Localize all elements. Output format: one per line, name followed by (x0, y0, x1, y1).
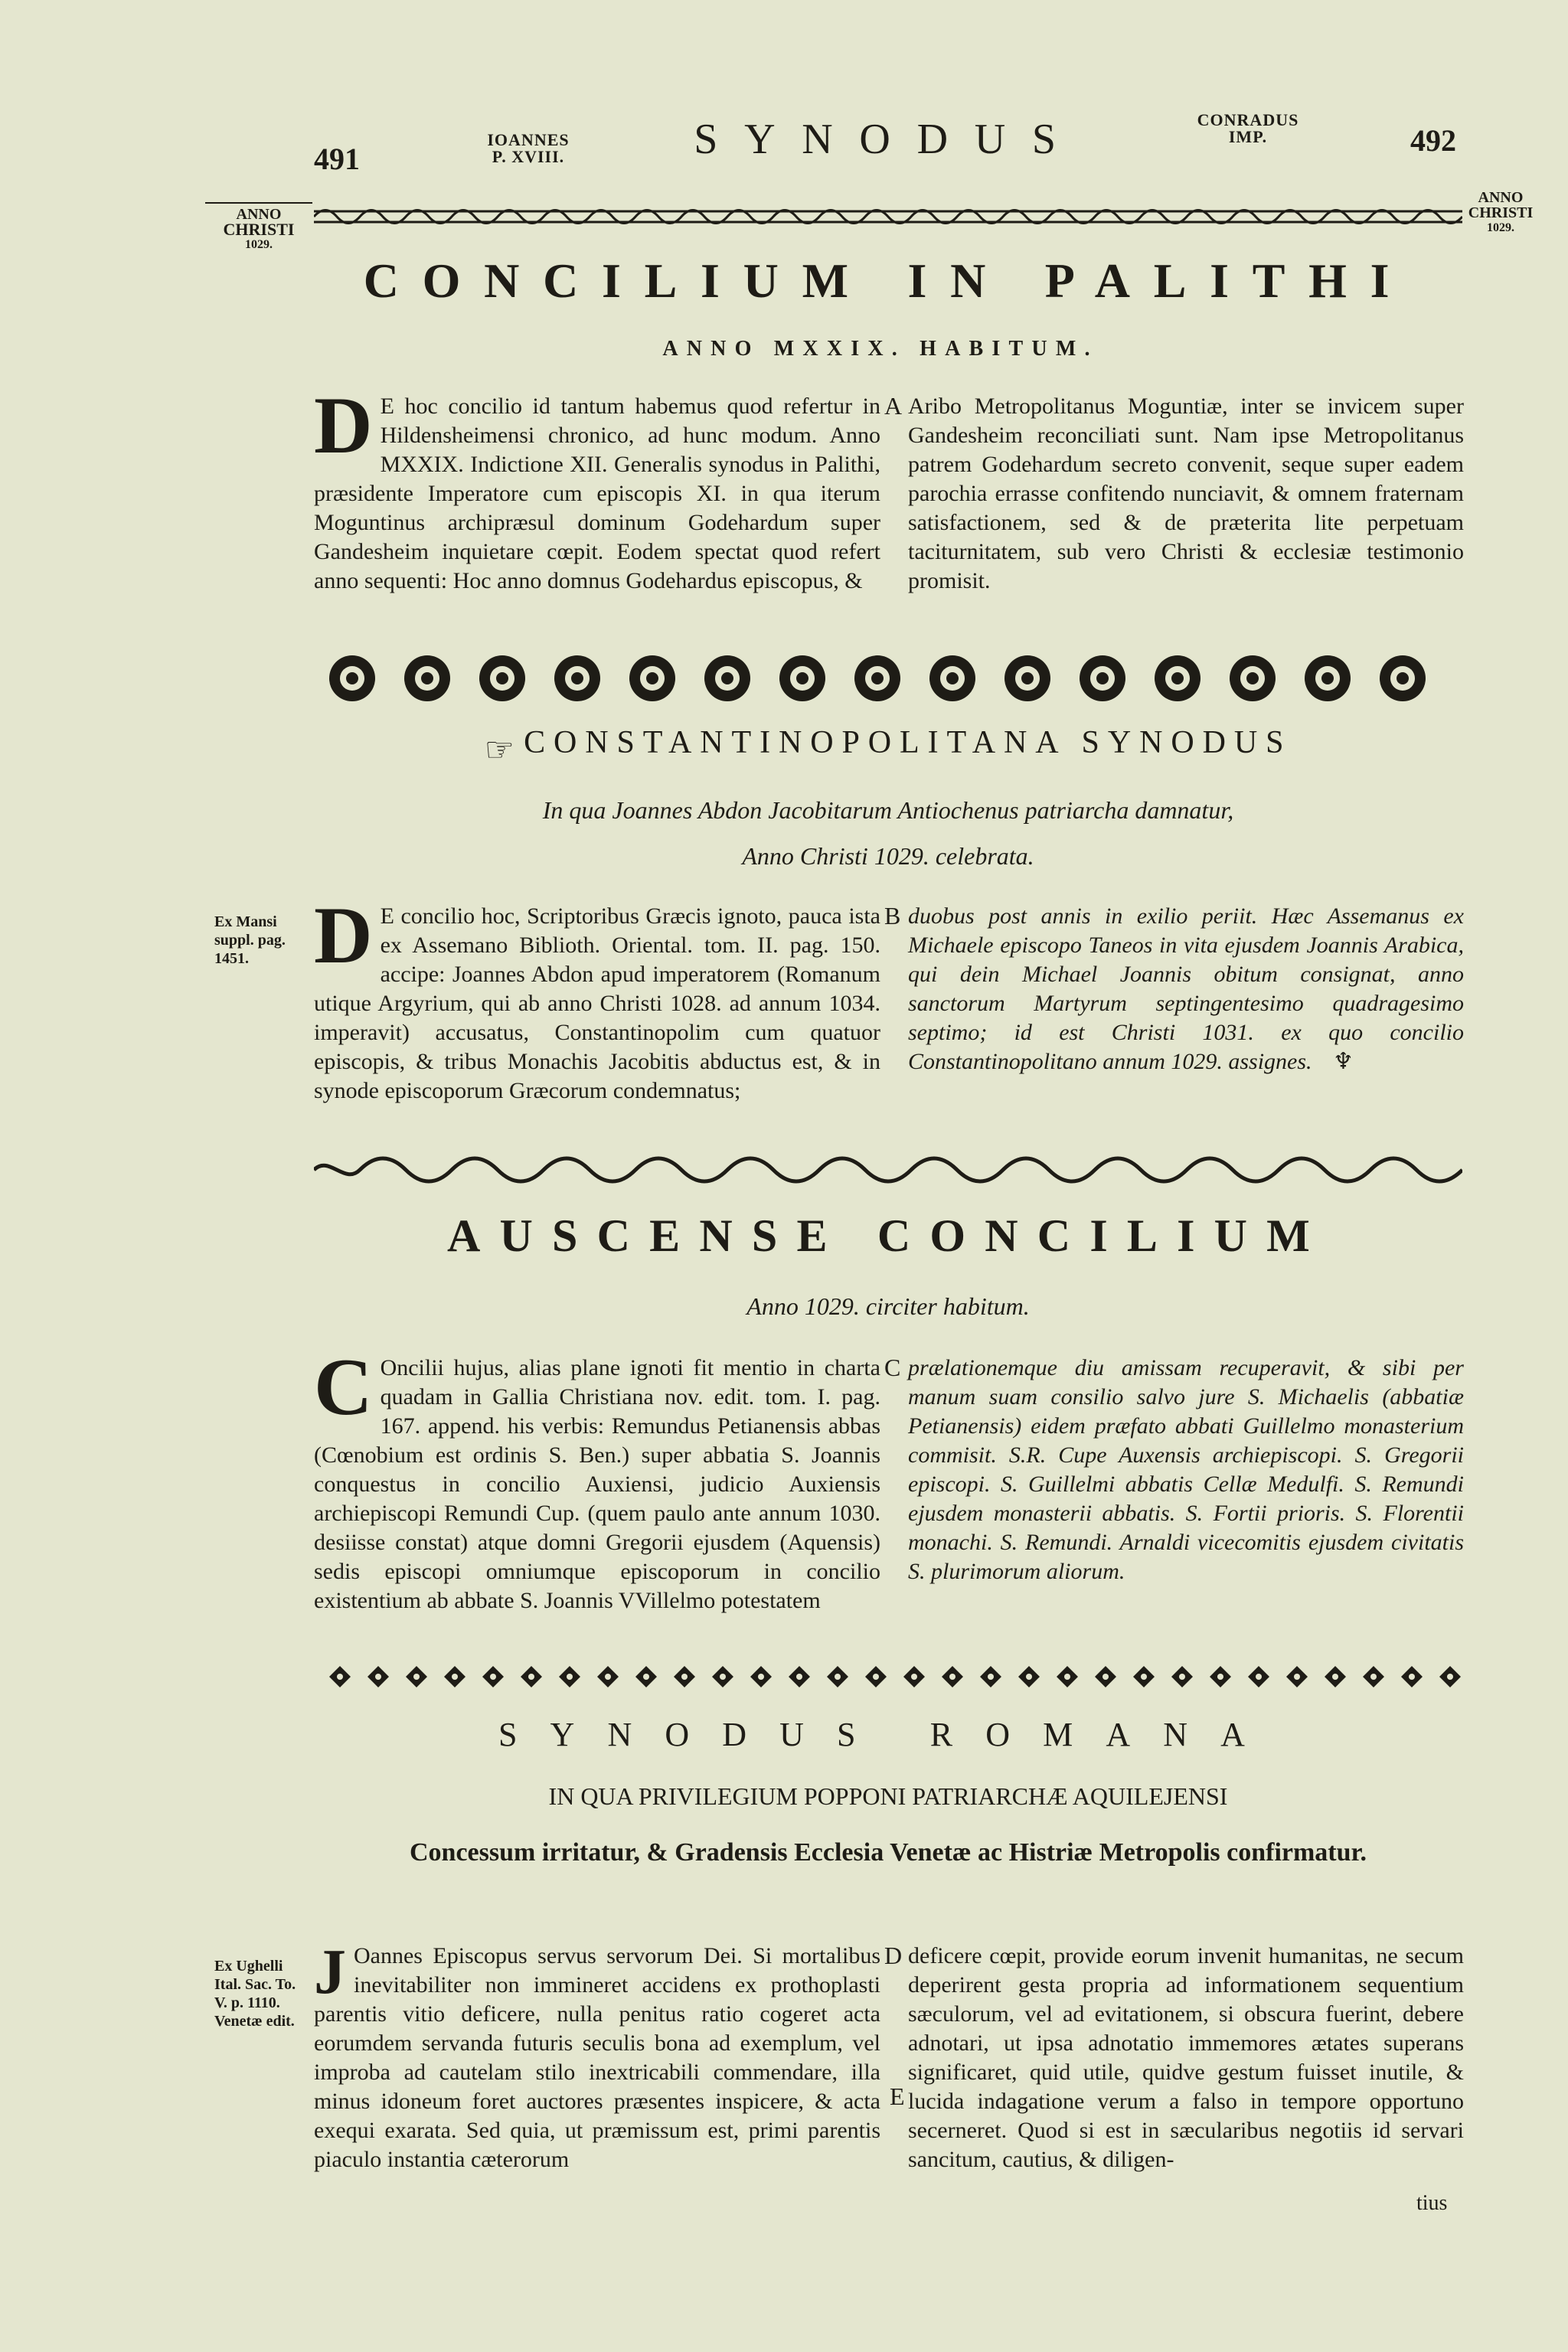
section2-col-right-text: duobus post annis in exilio periit. Hæc Assemanus ex Michaele episcopo Taneos in vita ejusdem Joannis Arabica, qui dein Michael Joannis obitum consignat, anno sanctorum Martyrum septingentesimo quadragesimo septimo; id est Christi 1031. ex quo concilio Constantinopolitano annum 1029. assignes. (908, 903, 1464, 1074)
section4-note-line3: V. p. 1110. (214, 1994, 280, 2011)
anno-left-line2: CHRISTI (223, 220, 295, 239)
running-head-left-line2: P. XVIII. (492, 147, 565, 166)
running-head-right (1179, 112, 1317, 145)
section1-col-left-text: E hoc concilio id tantum habemus quod refertur in Hildensheimensi chronico, ad hunc modum. Anno MXXIX. Indictione XII. Generalis synodus in Palithi, præsidente Imperatore cum episcopis XI. in qua iterum Moguntinus archipræsul dominum Godehardum super Gandesheim inquietare cœpit. Eodem spectat quod refert anno sequenti: Hoc anno domnus Godehardus episcopus, & (314, 394, 880, 593)
section1-marker: A (884, 392, 903, 420)
section4-marker-e: E (890, 2082, 905, 2110)
section2-col-left (314, 890, 880, 1106)
section4-marker-d: D (884, 1942, 903, 1969)
section3-marker: C (884, 1354, 901, 1381)
section3-col-left-text: Oncilii hujus, alias plane ignoti fit mentio in charta quadam in Gallia Christiana nov. edit. tom. I. pag. 167. append. his verbis: Remundus Petianensis abbas (Cœnobium est ordinis S. Ben.) super abbatia S. Joannis conquestus in concilio Auxiensi, judicio Auxiensis archiepiscopi Remundi Cup. (quem paulo ante annum 1030. desiisse constat) atque domni Gregorii ejusdem (Aquensis) sedis episcopi omniumque episcoporum in concilio existentium ab abbate S. Joannis VVillelmo potestatem (314, 1355, 880, 1613)
running-head-right-line2: IMP. (1228, 127, 1268, 146)
anno-christi-right (1462, 190, 1539, 236)
section2-dropcap: D (314, 890, 373, 980)
anno-left-line3: 1029. (245, 238, 273, 251)
section3-subtitle: Anno 1029. circiter habitum. (746, 1292, 1030, 1320)
catchword: tius (1416, 2191, 1448, 2215)
section2-heading (337, 724, 1439, 769)
anno-right-line2: CHRISTI (1468, 204, 1534, 221)
section4-margin-note (214, 1957, 314, 2030)
section2-title: CONSTANTINOPOLITANA SYNODUS (524, 725, 1292, 760)
pointing-hand-icon: ☞ (484, 730, 515, 769)
section1-col-left (314, 381, 880, 596)
section1-subtitle: ANNO MXXIX. HABITUM. (662, 337, 1099, 361)
section2-note-line1: Ex Mansi (214, 913, 277, 930)
section4-subtitle1: IN QUA PRIVILEGIUM POPPONI PATRIARCHÆ AQUILEJENSI (548, 1782, 1228, 1810)
section2-subtitle2: Anno Christi 1029. celebrata. (742, 842, 1034, 870)
running-title: SYNODUS (694, 116, 1083, 163)
running-head-left-line1: IOANNES (487, 130, 570, 149)
section2-col-left-text: E concilio hoc, Scriptoribus Græcis ignoto, pauca ista ex Assemano Biblioth. Oriental. tom. II. pag. 150. accipe: Joannes Abdon apud imperatorem (Romanum utique Argyrium, qui ab anno Christi 1028. ad annum 1034. imperavit) accusatus, Constantinopolim cum quatuor episcopis, & tribus Monachis Jacobitis abductus est, & in synode episcoporum Græcorum condemnatus; (314, 903, 880, 1103)
page-number-right: 492 (1410, 123, 1456, 158)
page-number-left: 491 (314, 142, 360, 176)
section4-title: SYNODUS ROMANA (498, 1716, 1279, 1753)
section4-col-left (314, 1936, 880, 2174)
ornament-rule-scrolls (314, 1155, 1462, 1185)
section4-note-line2: Ital. Sac. To. (214, 1976, 296, 1993)
section3-title: AUSCENSE CONCILIUM (446, 1210, 1330, 1261)
anno-christi-left (205, 202, 312, 253)
section2-note-line2: suppl. pag. (214, 932, 286, 949)
running-head-left (459, 132, 597, 165)
section2-end-mark: ♆ (1333, 1049, 1354, 1074)
section2-marker: B (884, 902, 901, 929)
ornament-rule-fleurons (322, 1661, 1462, 1692)
anno-right-line1: ANNO (1478, 189, 1524, 206)
section2-margin-note (214, 913, 314, 968)
section3-dropcap: C (314, 1342, 373, 1432)
ornament-rule-rosettes (322, 648, 1462, 709)
section1-title: CONCILIUM IN PALITHI (363, 253, 1413, 308)
section4-dropcap: J (314, 1936, 346, 2007)
section4-col-left-text: Oannes Episcopus servus servorum Dei. Si mortalibus inevitabiliter non immineret accidens ex prothoplasti parentis vitio deficere, nulla penitus ratio cogeret acta eorumdem servanda futuris seculis bona ad exemplum, vel improba ad cautelam stilo inextricabili commendare, illa minus idoneum foret auctores præsentes inspicere, & acta exequi exarata. Sed quia, ut præmissum est, primi parentis piaculo instantia cæterorum (314, 1943, 880, 2172)
section4-note-line1: Ex Ughelli (214, 1958, 283, 1975)
running-head-right-line1: CONRADUS (1197, 110, 1299, 129)
section3-col-right: prælationemque diu amissam recuperavit, & sibi per manum suam consilio salvo jure S. Michaelis (abbatiæ Petianensis) eidem præfato abbati Guillelmo monasterium commisit. S.R. Cupe Auxensis archiepiscopi. S. Gregorii episcopi. S. Guillelmi abbatis Cellæ Medulfi. S. Remundi ejusdem monasterii abbatis. S. Fortii prioris. S. Florentii monachi. S. Remundi. Arnaldi vicecomitis ejusdem civitatis S. plurimorum aliorum. (908, 1355, 1464, 1584)
section1-col-right: Aribo Metropolitanus Moguntiæ, inter se invicem super Gandesheim reconciliati sunt. Nam ipse Metropolitanus patrem Godehardum secreto convenit, seque super eadem parochia errasse confitendo nunciavit, & omnem fraternam satisfactionem, sed & de præterita lite perpetuam taciturnitatem, sub vero Christi & ecclesiæ testimonio promisit. (908, 394, 1464, 593)
section4-subtitle2: Concessum irritatur, & Gradensis Ecclesia Venetæ ac Histriæ Metropolis confirmatur. (410, 1838, 1367, 1867)
section1-dropcap: D (314, 381, 373, 470)
anno-left-line1: ANNO (205, 202, 312, 222)
section2-col-right (908, 902, 1464, 1076)
ornament-rule-chain (314, 201, 1462, 231)
section2-note-line3: 1451. (214, 950, 249, 967)
anno-right-line3: 1029. (1487, 221, 1514, 234)
section3-col-left (314, 1342, 880, 1615)
section2-subtitle1: In qua Joannes Abdon Jacobitarum Antiochenus patriarcha damnatur, (542, 796, 1234, 824)
section4-col-right: deficere cœpit, provide eorum invenit humanitas, ne secum deperirent gesta propria ad informationem sequentium sæculorum, vel ad evitationem, si obscura fuerint, debere adnotari, ut ipsa adnotatio immemores ætates superans significaret, quid utile, quidve gestum fuisset inutile, & lucida indagatione verum a falso in tempore opportuno secerneret. Quod si est in sæcularibus negotiis id servari sancitum, cautius, & diligen- (908, 1943, 1464, 2172)
section4-note-line4: Venetæ edit. (214, 2013, 295, 2030)
